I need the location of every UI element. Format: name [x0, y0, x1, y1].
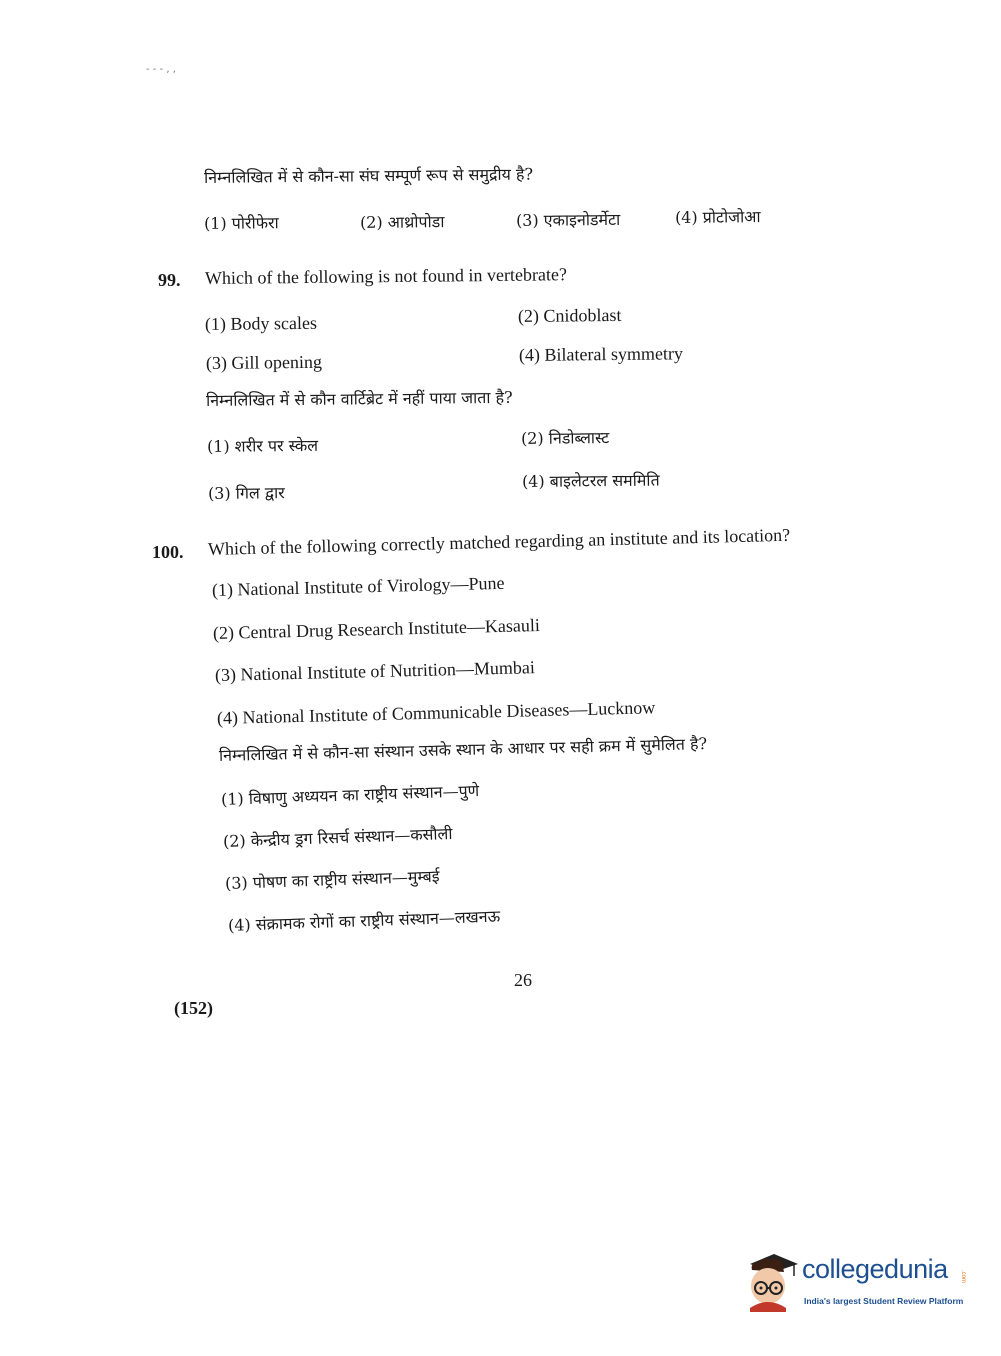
q100-hindi-option-1: (1) विषाणु अध्ययन का राष्ट्रीय संस्थान—पुणे: [220, 780, 480, 809]
q100-hindi-option-4: (4) संक्रामक रोगों का राष्ट्रीय संस्थान—लखनऊ: [227, 906, 501, 935]
mascot-icon: [742, 1250, 800, 1312]
q99-hindi-option-2: (2) निडोब्लास्ट: [520, 428, 610, 448]
logo-com: .com: [960, 1270, 966, 1284]
q99-option-2: (2) Cnidoblast: [517, 304, 622, 326]
q100-option-2: (2) Central Drug Research Institute—Kasauli: [212, 615, 541, 643]
q100-option-1: (1) National Institute of Virology—Pune: [211, 572, 505, 600]
page-number: 26: [514, 970, 532, 990]
logo-tagline: India's largest Student Review Platform: [804, 1296, 964, 1306]
q99-hindi-option-4: (4) बाइलेटरल सममिति: [521, 470, 660, 491]
q98-hindi-option-3: (3) एकाइनोडर्मेटा: [515, 209, 621, 230]
q99-option-4: (4) Bilateral symmetry: [518, 343, 684, 365]
logo-brand: collegedunia: [802, 1254, 948, 1284]
scan-marks: - - - , ,: [146, 64, 176, 75]
q98-hindi-option-1: (1) पोरीफेरा: [203, 213, 279, 233]
q98-hindi-question: निम्नलिखित में से कौन-सा संघ सम्पूर्ण रूप से समुद्रीय है?: [203, 164, 534, 187]
q100-option-3: (3) National Institute of Nutrition—Mumbai: [214, 657, 536, 685]
q98-hindi-option-2: (2) आथ्रोपोडा: [359, 212, 445, 232]
q99-hindi-option-3: (3) गिल द्वार: [207, 483, 285, 503]
q100-hindi-option-2: (2) केन्द्रीय ड्रग रिसर्च संस्थान—कसौली: [222, 823, 453, 851]
q99-option-1: (1) Body scales: [204, 312, 318, 334]
collegedunia-logo: [742, 1250, 972, 1312]
q100-question: Which of the following correctly matched regarding an institute and its location?: [207, 524, 791, 559]
q100-option-4: (4) National Institute of Communicable Diseases—Lucknow: [216, 697, 656, 728]
q100-hindi-option-3: (3) पोषण का राष्ट्रीय संस्थान—मुम्बई: [224, 866, 440, 893]
q98-hindi-option-4: (4) प्रोटोजोआ: [674, 207, 761, 227]
q99-option-3: (3) Gill opening: [205, 351, 323, 373]
q100-hindi-question: निम्नलिखित में से कौन-सा संस्थान उसके स्थान के आधार पर सही क्रम में सुमेलित है?: [218, 734, 708, 765]
q100-number: 100.: [152, 542, 184, 562]
q99-number: 99.: [158, 270, 181, 290]
q99-question: Which of the following is not found in vertebrate?: [204, 264, 567, 288]
q99-hindi-question: निम्नलिखित में से कौन वार्टिब्रेट में नहीं पाया जाता है?: [205, 387, 513, 410]
paper-code: (152): [174, 998, 213, 1018]
q99-hindi-option-1: (1) शरीर पर स्केल: [206, 435, 319, 456]
